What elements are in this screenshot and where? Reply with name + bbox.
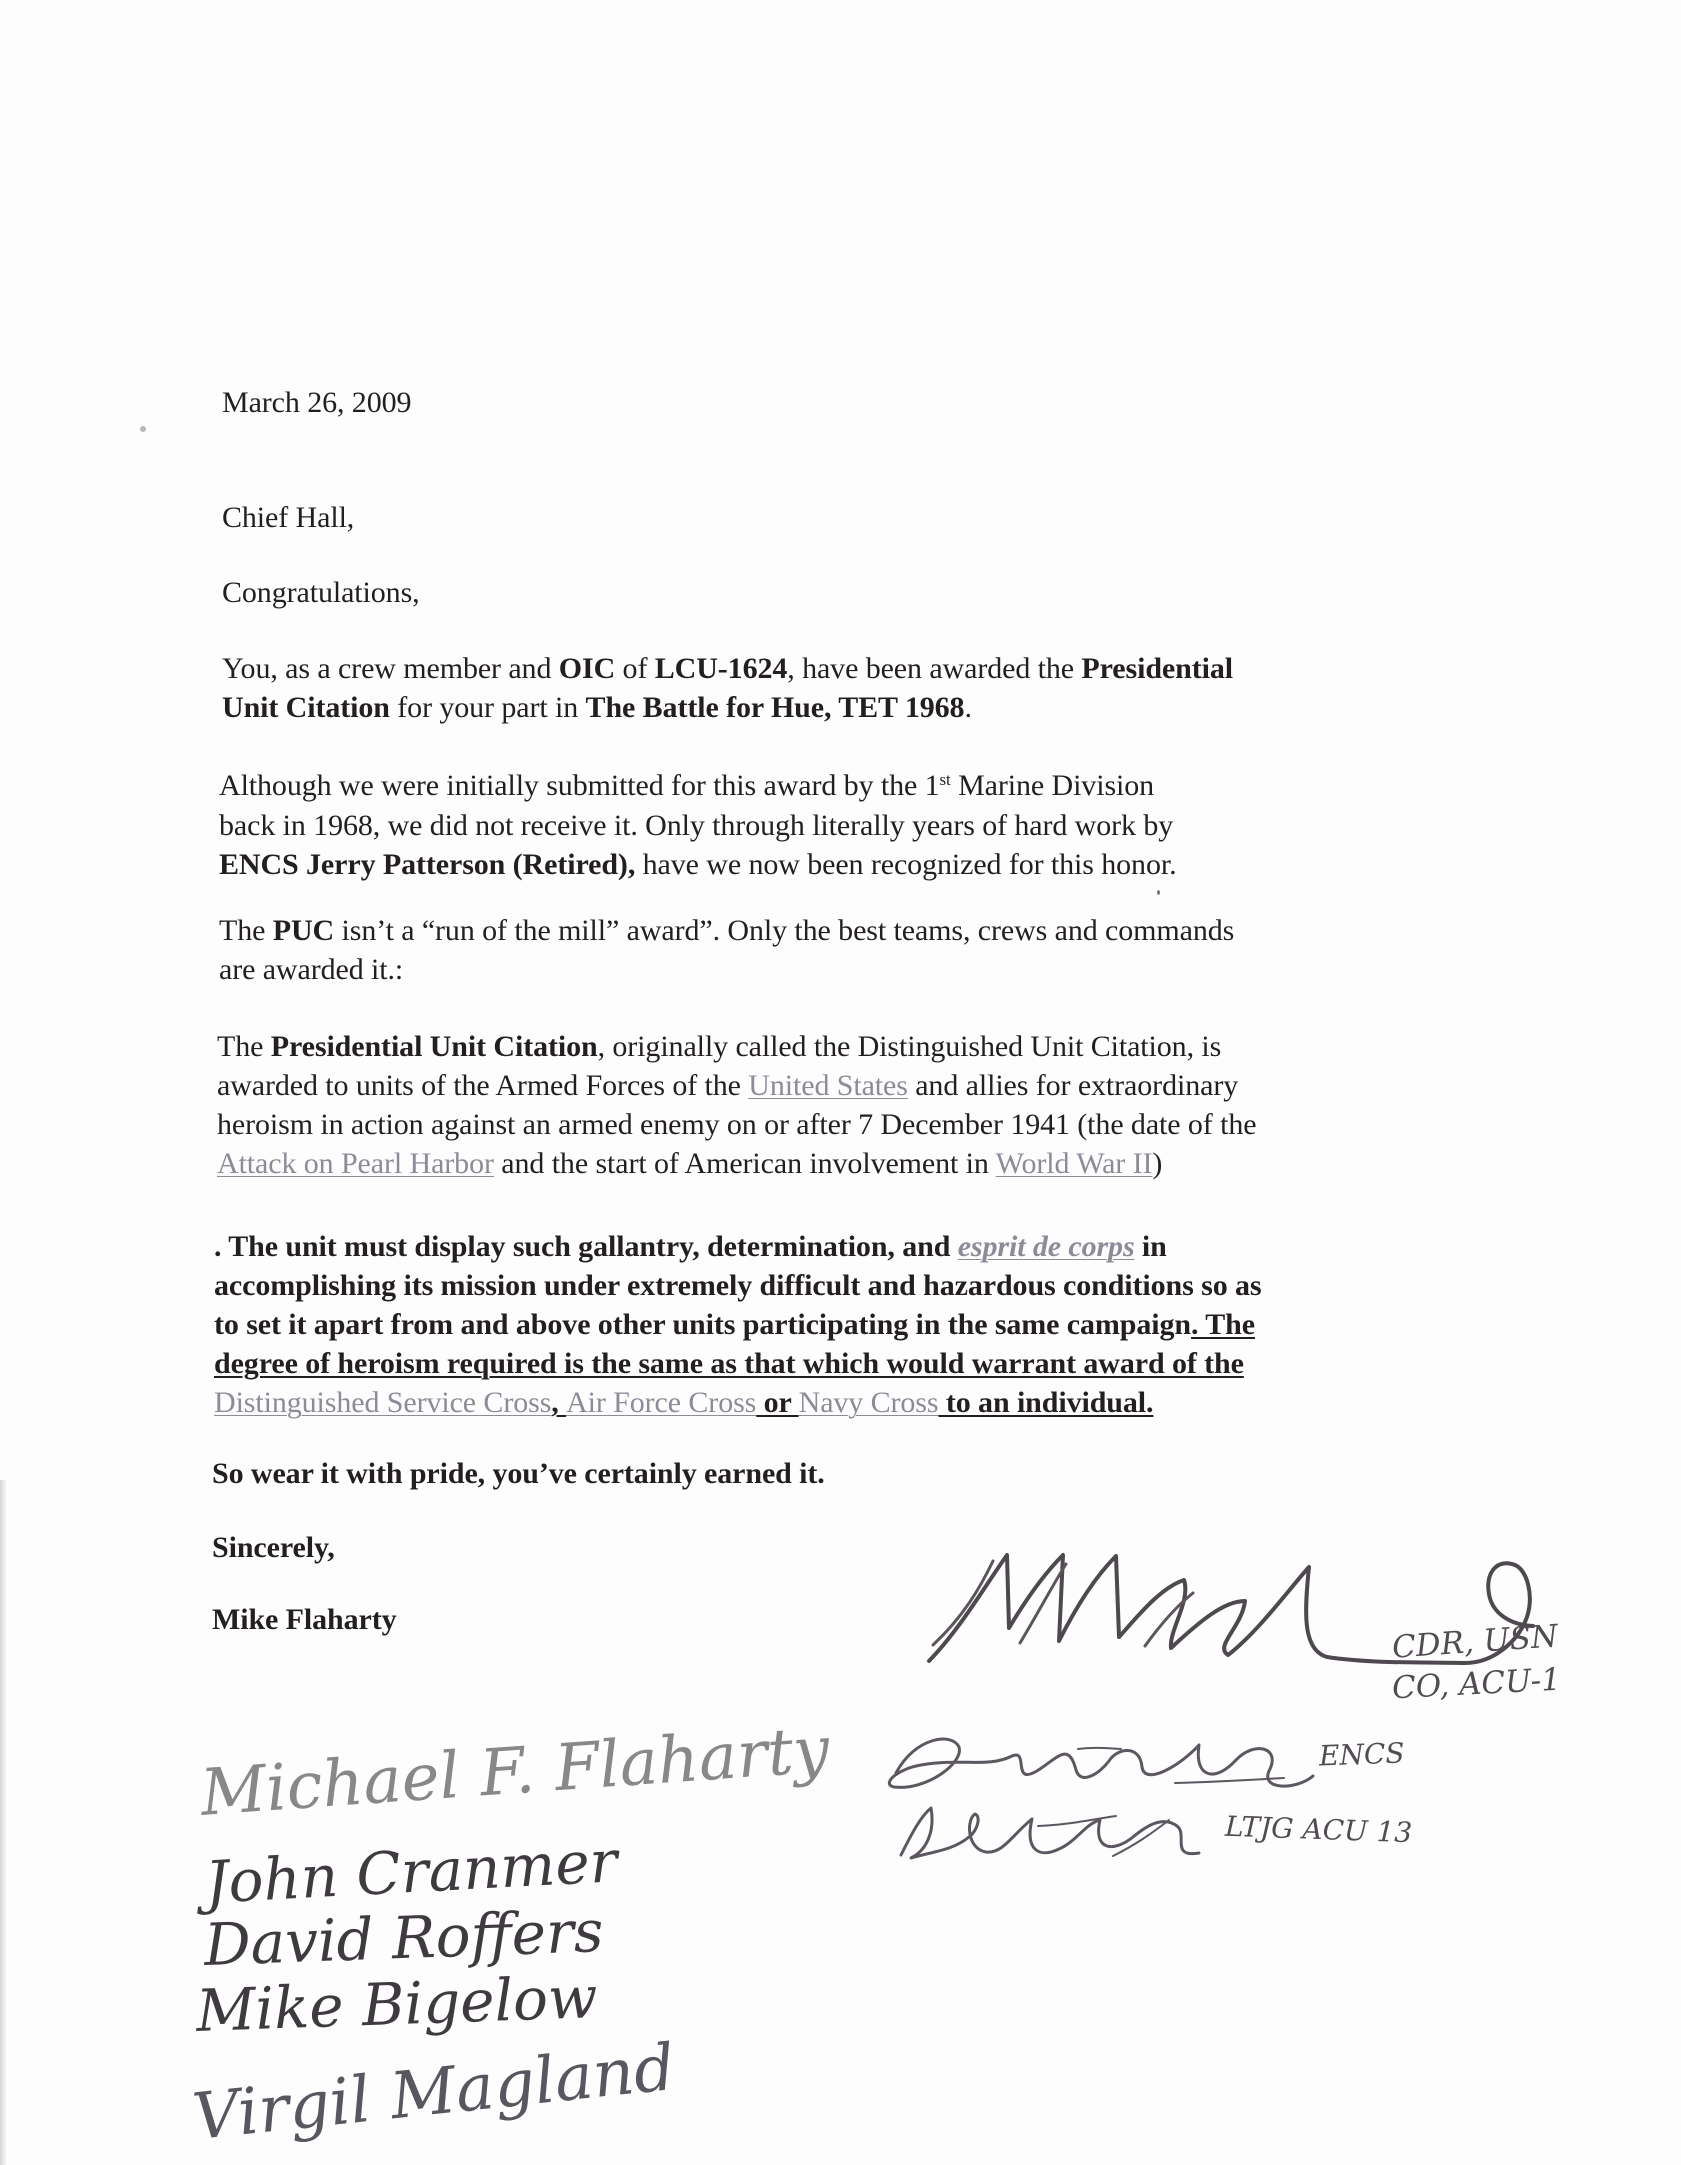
lcu-number: LCU-1624 <box>654 652 788 685</box>
text-run: . <box>964 691 972 724</box>
paragraph-3-line-1 <box>219 913 1234 949</box>
text-run: to set it apart from and above other units participating in the same campaign <box>214 1308 1192 1341</box>
signature-stroke <box>933 1561 1193 1646</box>
text-run: You, as a crew member and <box>222 652 559 685</box>
paragraph-4-line-3: heroism in action against an armed enemy on or after 7 December 1941 (the date of the <box>217 1108 1257 1141</box>
scan-speck <box>140 426 146 432</box>
paragraph-2-line-3 <box>219 847 1177 883</box>
commander-title-line-1: CDR, USN <box>1390 1618 1560 1666</box>
patterson-name: ENCS Jerry Patterson (Retired), <box>219 848 636 881</box>
text-run: , have been awarded the <box>787 652 1082 685</box>
paragraph-4-line-4 <box>217 1146 1162 1182</box>
text-run: The <box>219 914 273 947</box>
paragraph-1-line-1 <box>222 651 1233 687</box>
presidential-unit-citation-text: Presidential Unit Citation <box>270 1030 598 1063</box>
paragraph-2-line-1 <box>219 768 1154 804</box>
scan-edge-shadow <box>0 1480 6 2165</box>
crew-signature-cranmer: John Cranmer <box>203 1827 619 1917</box>
pearl-harbor-link[interactable]: Attack on Pearl Harbor <box>217 1147 494 1180</box>
sign-off: Sincerely, <box>212 1531 335 1564</box>
patterson-signature-image <box>880 1725 1340 1815</box>
griffith-signature-image <box>887 1798 1227 1888</box>
text-run: isn’t a “run of the mill” award”. Only the best teams, crews and commands <box>334 914 1235 947</box>
crew-signature-flaharty: Michael F. Flaharty <box>198 1713 832 1831</box>
greeting: Congratulations, <box>222 576 420 609</box>
salutation: Chief Hall, <box>222 501 355 534</box>
text-run: , <box>551 1386 567 1419</box>
paragraph-5-line-4: degree of heroism required is the same as that which would warrant award of the <box>214 1347 1244 1380</box>
closing-line: So wear it with pride, you’ve certainly earned it. <box>212 1457 825 1490</box>
text-run: , originally called the Distinguished Unit Citation, is <box>597 1030 1222 1063</box>
signature-stroke <box>1038 1816 1169 1856</box>
text-run: . The unit must display such gallantry, determination, and <box>214 1230 958 1263</box>
paragraph-5-line-2: accomplishing its mission under extremely difficult and hazardous conditions so as <box>214 1269 1262 1302</box>
text-run: awarded to units of the Armed Forces of the <box>217 1069 749 1102</box>
text-run: or <box>756 1386 799 1419</box>
united-states-link[interactable]: United States <box>748 1069 908 1102</box>
signature-stroke <box>901 1808 1199 1858</box>
typed-name: Mike Flaharty <box>212 1603 397 1636</box>
text-run: have we now been recognized for this honor. <box>635 848 1177 881</box>
text-run: Marine Division <box>950 769 1155 802</box>
navy-cross-link[interactable]: Navy Cross <box>798 1386 939 1419</box>
commander-title-line-2: CO, ACU-1 <box>1391 1661 1562 1707</box>
underlined-text: . The <box>1191 1308 1255 1341</box>
crew-signature-roffers: David Roffers <box>202 1897 605 1979</box>
puc-abbreviation: PUC <box>272 914 335 947</box>
griffith-rank-note: LTJG ACU 13 <box>1224 1809 1413 1850</box>
paragraph-4-line-1 <box>217 1029 1221 1065</box>
signature-stroke <box>1078 1748 1284 1783</box>
text-run: in <box>1134 1230 1167 1263</box>
paragraph-5-line-1 <box>214 1229 1167 1265</box>
text-run: The <box>217 1030 271 1063</box>
text-run: to an individual. <box>938 1386 1154 1419</box>
patterson-rank-note: ENCS <box>1318 1736 1406 1773</box>
paragraph-4-line-2 <box>217 1068 1238 1104</box>
letter-date: March 26, 2009 <box>222 386 412 419</box>
air-force-cross-link[interactable]: Air Force Cross <box>566 1386 757 1419</box>
crew-signature-magland: Virgil Magland <box>189 2030 679 2156</box>
text-run: and allies for extraordinary <box>907 1069 1239 1102</box>
battle-name: The Battle for Hue, TET 1968 <box>585 691 965 724</box>
presidential-text: Presidential <box>1081 652 1233 685</box>
signature-stroke <box>889 1739 1313 1787</box>
ordinal-suffix: st <box>939 770 951 789</box>
paragraph-1-line-2 <box>222 690 972 726</box>
crew-signature-bigelow: Mike Bigelow <box>194 1963 599 2045</box>
esprit-de-corps-link[interactable]: esprit de corps <box>957 1230 1135 1263</box>
unit-citation-text: Unit Citation <box>222 691 390 724</box>
text-run: Although we were initially submitted for this award by the 1 <box>219 769 940 802</box>
paragraph-5-line-3 <box>214 1307 1255 1343</box>
text-run: ) <box>1152 1147 1163 1180</box>
world-war-ii-link[interactable]: World War II <box>995 1147 1153 1180</box>
paragraph-3-line-2: are awarded it.: <box>219 953 404 986</box>
scan-speck <box>1157 890 1160 895</box>
paragraph-5-line-5 <box>214 1385 1153 1421</box>
distinguished-service-cross-link[interactable]: Distinguished Service Cross <box>214 1386 552 1419</box>
text-run: of <box>615 652 655 685</box>
text-run: and the start of American involvement in <box>493 1147 996 1180</box>
paragraph-2-line-2: back in 1968, we did not receive it. Only through literally years of hard work by <box>219 809 1174 842</box>
oic-text: OIC <box>558 652 616 685</box>
text-run: for your part in <box>389 691 586 724</box>
